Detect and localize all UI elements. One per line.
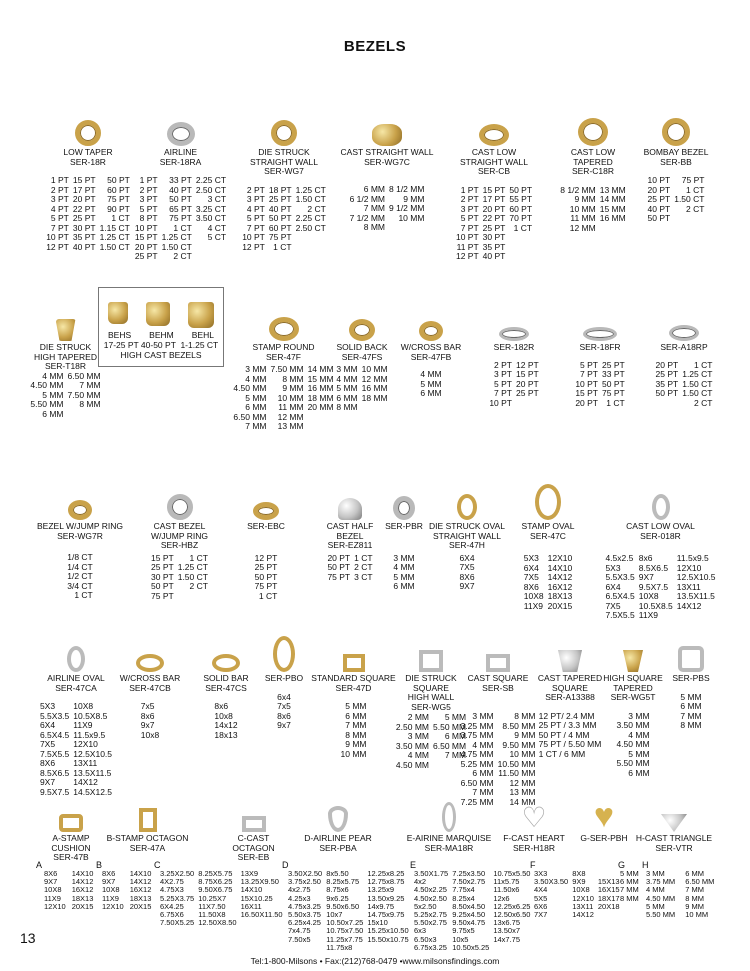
item-label: H-CAST TRIANGLE SER-VTR [635,833,713,853]
size-column: 6 MM 6 1/2 MM 7 MM 7 1/2 MM 8 MM [349,184,385,232]
size-column: 7.50 MM 8 MM 9 MM 10 MM 11 MM 12 MM 13 MM [270,364,304,431]
item-label: STANDARD SQUARE SER-47D [311,673,396,693]
size-column: 50 PT 55 PT 60 PT 70 PT 1 CT [509,184,533,233]
sizes-b [102,870,151,911]
item-label: SOLID BAR SER-47CS [203,673,249,693]
sizes-h [646,870,714,919]
size-column: 8X8 9X9 10X8 12X10 13X11 14X12 [572,869,594,920]
size-column: 3 MM 3.50 MM 4 MM 4.50 MM 5 MM 5.50 MM 6 MM [616,710,650,778]
size-column: 1 CT 1.25 CT 1.50 CT 2 CT [177,552,208,591]
behs-label: BEHS [108,330,132,340]
size-column: 15 PT 17 PT 20 PT 22 PT 25 PT 30 PT 35 PT 40 PT [72,175,96,252]
high-square-tapered-icon [623,650,643,672]
size-column: 4 MM 5 MM 6 MM [420,369,442,398]
behm-label: BEHM [149,330,174,340]
size-column: 8x6 8.5X6.5 9X7 9.5X7.5 10X8 10.5X8.5 11X9 [638,553,673,620]
high-tapered-bezel-icon [56,319,76,341]
item-label: AIRLINE OVAL SER-47CA [47,673,105,693]
size-column: 1 CT 2 CT 3 CT [354,552,373,582]
size-column: 8.25X5.75 8.75X6.25 9.50X6.75 10.25X7 11X7.50 11.50X8 12.50X8.50 [198,869,237,928]
item-ser-18r [38,110,138,252]
item-ser-47fb [396,305,466,399]
item-label: CAST HALF BEZEL SER-EZ811 [326,521,374,550]
item-ser-ma18r [404,796,494,853]
item-label: D-AIRLINE PEAR SER-PBA [304,833,372,853]
item-label: CAST STRAIGHT WALL SER-WG7C [340,147,434,167]
stamp-round-bezel-icon [269,317,299,341]
sizes-g [620,870,639,903]
item-ser-t18r [28,305,103,419]
item-ser-ebc [226,484,306,601]
letter-b: B [96,860,103,870]
item-label: STAMP ROUND SER-47F [252,342,315,362]
size-column: 3 MM 4 MM 5 MM 6 MM 8 MM [336,364,358,412]
size-column: 7x5 8x6 9x7 10x8 [140,701,160,740]
double-loop-bezel-icon [499,327,529,341]
size-column: 8X6 9X7 10X8 11X9 12X10 [44,869,66,911]
behm-bezel-icon [146,302,170,326]
item-ser-vtr [624,796,724,853]
size-column: 5 MM 6 MM 7 MM 8 MM [620,869,639,903]
item-ser-47h [422,484,512,592]
item-label: C-CAST OCTAGON SER-EB [232,833,275,862]
size-column: 1 PT 2 PT 3 PT 4 PT 5 PT 7 PT 10 PT 12 PT [46,175,69,252]
size-column: 11.5x9.5 12X10 12.5X10.5 13X11 13.5X11.5 14X12 [676,553,716,611]
item-ser-hbz [132,478,227,601]
size-column: 14 MM 15 MM 16 MM 18 MM 20 MM [307,364,334,412]
high-cast-bezels-box [98,287,224,367]
item-ser-47b [36,796,106,863]
size-column: 2.25 CT 2.50 CT 3 CT 3.25 CT 3.50 CT 4 CT 5 CT [195,175,227,242]
cast-jump-ring-bezel-icon [167,494,193,520]
item-label: CAST LOW STRAIGHT WALL SER-CB [459,147,528,176]
item-label: AIRLINE SER-18RA [159,147,202,167]
item-ser-018r [598,484,723,621]
size-column: 1/8 CT 1/4 CT 1/2 CT 3/4 CT 1 CT [67,552,93,600]
low-taper-bezel-icon [75,120,101,146]
size-column: 15 PT 25 PT 30 PT 50 PT 75 PT [151,552,174,601]
airline-oval-icon [67,646,85,672]
item-ser-wg7r [30,484,130,601]
size-column: 75 PT 1 CT 1.50 CT 2 CT [674,175,705,214]
item-ser-c18r [548,110,638,233]
size-column: 20 PT 50 PT 75 PT [327,552,351,582]
size-column: 8x6 10x8 14x12 18x13 [214,701,238,740]
size-column: 3.50X2.50 3.75x2.50 4x2.75 4.25x3 4.75x3.25 5.50x3.75 6.25x4.25 7x4.75 7.50x5 [288,869,323,944]
size-column: 2 MM 2.50 MM 3 MM 3.50 MM 4 MM 4.50 MM [395,712,429,770]
cross-bar-bezel-icon [419,321,443,341]
size-column: 1 PT 2 PT 3 PT 5 PT 8 PT 10 PT 15 PT 20 PT 25 PT [134,175,158,261]
size-column: 3 MM 3.25 MM 3.75 MM 4 MM 4.75 MM 5.25 MM 6 MM 6.50 MM 7 MM 7.25 MM [460,711,494,807]
size-column: 8 MM 8.50 MM 9 MM 9.50 MM 10 MM 10.50 MM 11.50 MM 12 MM 13 MM 14 MM [497,711,536,807]
size-column: 20 PT 25 PT 35 PT 50 PT [655,359,679,398]
item-label: DIE STRUCK STRAIGHT WALL SER-WG7 [249,147,318,176]
item-label: F-CAST HEART SER-H18R [503,833,565,853]
oval-solid-bar-icon [212,654,240,672]
size-column: 15X13 16X15 18X17 20X18 [597,877,620,911]
item-label: BOMBAY BEZEL SER-BB [643,147,709,167]
size-column: 10 MM 12 MM 16 MM 18 MM [361,364,388,403]
bombay-bezel-icon [662,118,690,146]
airline-marquise-icon [442,802,456,832]
item-label: HIGH SQUARE TAPERED SER-WG5T [603,673,663,702]
size-column: 12.25x8.25 12.75x8.75 13.25x9 13.50x9.25 14x9.75 14.75x9.75 15x10 15.25x10.50 15.50x10.75 [367,869,409,944]
item-label: STAMP OVAL SER-47C [521,521,575,541]
item-ser-182r [474,305,554,408]
oval-cross-bar-icon [136,654,164,672]
size-column: 14X10 14X12 16X12 18X13 20X15 [71,869,94,911]
item-ser-wg7c [332,110,442,233]
cast-low-oval-icon [652,494,670,520]
solid-back-bezel-icon [349,319,375,341]
letter-g: G [618,860,626,870]
item-label: DIE STRUCK OVAL STRAIGHT WALL SER-47H [429,521,505,550]
item-label: SER-EBC [247,521,285,531]
item-ser-bb [636,110,716,224]
letter-c: C [154,860,161,870]
item-label: B-STAMP OCTAGON SER-47A [106,833,189,853]
size-column: 8 1/2 MM 9 MM 9 1/2 MM 10 MM [389,184,425,223]
airline-pear-icon [328,806,348,832]
size-column: 14X10 14X12 16X12 18X13 20X15 [129,869,152,911]
sizes-a [44,870,93,911]
item-label: SER-182R [493,342,535,352]
size-column: 18 PT 25 PT 40 PT 50 PT 60 PT 75 PT 1 CT [268,184,292,252]
size-column: 5X3 6X4 7X5 8X6 10X8 11X9 [523,553,544,611]
size-column: 5 MM 6 MM 7 MM 8 MM 9 MM 10 MM [340,701,367,759]
cast-low-wall-icon [479,124,509,146]
stamp-cushion-icon [59,814,83,832]
size-column: 6X4 7X5 8X6 9X7 [459,552,475,591]
straight-wall-bezel-icon [271,120,297,146]
item-label: DIE STRUCK HIGH TAPERED SER-T18R [34,342,97,371]
sizes-e [414,870,530,952]
behl-bezel-icon [188,302,214,328]
item-label: BEZEL W/JUMP RING SER-WG7R [37,521,123,541]
letter-a: A [36,860,43,870]
half-bezel-icon [338,498,362,520]
stamp-oval-bezel-icon [535,484,561,520]
pendant-bezel-oval-icon [273,636,295,672]
size-column: 8x5.50 8.25x5.75 8.75x6 9x6.25 9.50x6.50 10x7 10.50x7.25 10.75x7.50 11.25x7.75 11.75x8 [326,869,364,952]
item-label: CAST SQUARE SER-SB [467,673,529,693]
item-ser-pba [298,796,378,853]
letter-d: D [282,860,289,870]
cast-octagon-icon [242,816,266,832]
size-column: 6 MM 6.50 MM 7 MM 8 MM 9 MM 10 MM [685,869,715,920]
size-column: 15 PT 17 PT 20 PT 22 PT 25 PT 30 PT 35 PT 40 PT [482,184,506,261]
size-column: 10 PT 20 PT 25 PT 40 PT 50 PT [647,175,671,223]
item-label: W/CROSS BAR SER-47CB [119,673,181,693]
pendant-heart-icon: ♥ [593,797,615,835]
high-cast-sizes: 17-25 PT 40-50 PT 1-1.25 CT [103,340,219,350]
cast-triangle-icon [661,814,687,832]
size-column: 4.5x2.5 5X3 5.5X3.5 6X4 6.5X4.5 7X5 7.5X5.5 [605,553,635,620]
item-ser-pbs [666,630,716,731]
item-ser-18fr [560,305,640,408]
size-column: 5 MM 6 MM 7 MM 8 MM [680,691,702,730]
item-label: W/CROSS BAR SER-47FB [400,342,462,362]
item-ser-pbo [254,626,314,731]
pendant-bezel-square-icon [678,646,704,672]
size-column: 5X3 5.5X3.5 6X4 6.5X4.5 7X5 7.5X5.5 8X6 8.5X6.5 9X7 9.5X7.5 [39,701,70,797]
item-ser-h18r [494,796,574,853]
size-column: 8X6 9X7 10X8 11X9 12X10 [102,869,124,911]
airline-bezel-icon [167,122,195,146]
item-label: SER-A18RP [660,342,708,352]
size-column: 7.25x3.50 7.50x2.75 7.75x4 8.25x4 8.50x4.50 9.25x4.50 9.50x4.75 9.75x5 10x5 10.50x5.25 [452,869,490,952]
item-ser-18ra [128,110,233,262]
item-label: SER-PBS [672,673,710,683]
high-cast-caption: HIGH CAST BEZELS [120,350,202,360]
letter-h: H [642,860,649,870]
item-label: A-STAMP CUSHION SER-47B [51,833,91,862]
item-ser-47a [100,796,195,853]
jump-ring-bezel-icon [68,500,92,520]
size-column: 12 PT 15 PT 20 PT 25 PT [516,359,539,398]
sizes-d [288,870,409,952]
page-title: BEZELS [343,38,407,55]
item-ser-47ca [32,636,120,797]
size-column: 1.25 CT 1.50 CT 2 CT 2.25 CT 2.50 CT [295,184,326,233]
size-column: 2 PT 3 PT 4 PT 5 PT 7 PT 10 PT 12 PT [242,184,265,252]
size-column: 3 MM 4 MM 4.50 MM 5 MM 6 MM 6.50 MM 7 MM [233,364,267,431]
die-struck-oval-icon [457,494,477,520]
size-column: 12X10 14X10 14X12 16X12 18X13 20X15 [547,553,573,611]
item-label: G-SER-PBH [580,833,628,843]
item-ser-wg7 [234,110,334,252]
letter-e: E [410,860,417,870]
item-label: CAST TAPERED SQUARE SER-A13388 [537,673,603,702]
size-column: 10X8 10.5X8.5 11X9 11.5x9.5 12X10 12.5X10.5 13X11 13.5X11.5 14X12 14.5X12.5 [73,701,113,797]
cast-straight-wall-icon [372,124,402,146]
size-column: 3X3 3.50X3.50 4X4 5X5 6X6 7X7 [534,869,569,920]
size-column: 6x4 7x5 8x6 9x7 [277,691,291,730]
size-column: 5 MM 5.50 MM 6 MM 6.50 MM 7 MM [433,712,467,760]
triple-loop-bezel-icon [669,325,699,341]
stamp-octagon-icon [139,808,157,832]
item-ser-cb [444,110,544,262]
sizes-f [534,870,620,919]
sizes-c [160,870,283,927]
item-ser-a18rp [644,305,724,408]
size-column: 6.50 MM 7 MM 7.50 MM 8 MM [67,370,101,409]
size-column: 13X9 13.25X9.50 14X10 15X10.25 16X11 16.50X11.50 [240,869,283,920]
cast-low-tapered-icon [578,118,608,146]
letter-f: F [530,860,536,870]
size-column: 4 MM 4.50 MM 5 MM 5.50 MM 6 MM [30,370,64,419]
size-column: 3.25X2.50 4X2.75 4.75X3 5.25X3.75 6X4.25 6.75X6 7.50X5.25 [160,869,195,928]
cast-heart-icon: ♡ [521,802,547,833]
item-ser-47fs [322,305,402,413]
size-column: 8 1/2 MM 9 MM 10 MM 11 MM 12 MM [560,184,596,233]
size-column: 5 PT 7 PT 10 PT 15 PT 20 PT [575,359,598,408]
item-label: SER-18FR [579,342,621,352]
item-label: E-AIRINE MARQUISE SER-MA18R [406,833,492,853]
size-column: 33 PT 40 PT 50 PT 65 PT 75 PT 1 CT 1.25 CT 1.50 CT 2 CT [161,175,192,261]
item-label: LOW TAPER SER-18R [63,147,113,167]
footer-contact: Tel:1-800-Milsons • Fax:(212)768-0479 •www.milsonsfindings.com [250,956,500,966]
cast-square-icon [486,654,510,672]
size-column: 3 MM 3.75 MM 4 MM 4.50 MM 5 MM 5.50 MM [646,869,676,920]
behl-label: BEHL [191,330,214,340]
size-column: 2 PT 3 PT 5 PT 7 PT 10 PT [489,359,512,408]
size-column: 12 PT/ 2.4 MM 25 PT / 3.3 MM 50 PT / 4 MM 75 PT / 5.50 MM 1 CT / 6 MM [538,710,602,759]
item-label: DIE STRUCK SQUARE HIGH WALL SER-WG5 [405,673,457,712]
item-ser-47cb [110,636,190,740]
behs-bezel-icon [108,302,128,324]
item-label: SER-PBR [385,521,423,531]
item-label: CAST LOW OVAL SER-018R [626,521,695,541]
item-label: SER-PBO [264,673,304,683]
size-column: 3.50X1.75 4x2 4.50x2.25 4.50x2.50 5x2.50 5.25x2.75 5.50x2.75 6x3 6.50x3 6.75x3.25 [414,869,449,952]
item-ser-47c [508,476,588,611]
loop-bezel-icon [583,327,617,341]
size-column: 13 MM 14 MM 15 MM 16 MM [599,184,626,223]
pendant-bezel-round-icon [393,496,415,520]
size-column: 25 PT 33 PT 50 PT 75 PT 1 CT [602,359,625,408]
ebc-bezel-icon [253,502,279,520]
size-column: 10.75x5.50 11x5.75 11.50x6 12x6 12.25x6.25 12.50x6.50 13x6.75 13.50x7 14x7.75 [493,869,531,944]
item-label: CAST LOW TAPERED SER-C18R [570,147,616,176]
size-column: 50 PT 60 PT 75 PT 90 PT 1 CT 1.15 CT 1.25 CT 1.50 CT [99,175,130,252]
size-column: 12 PT 25 PT 50 PT 75 PT 1 CT [254,552,278,601]
item-label: CAST BEZEL W/JUMP RING SER-HBZ [151,521,208,550]
cast-tapered-square-icon [558,650,582,672]
die-struck-square-icon [419,650,443,672]
page-number: 13 [20,930,36,946]
size-column: 3 MM 4 MM 5 MM 6 MM [393,552,415,591]
item-label: SOLID BACK SER-47FS [336,342,388,362]
item-ser-wg5t [598,636,668,778]
size-column: 1 PT 2 PT 3 PT 5 PT 7 PT 10 PT 11 PT 12 PT [455,184,479,261]
item-ser-eb [216,796,291,863]
standard-square-icon [343,654,365,672]
size-column: 1 CT 1.25 CT 1.50 CT 1.50 CT 2 CT [682,359,713,408]
